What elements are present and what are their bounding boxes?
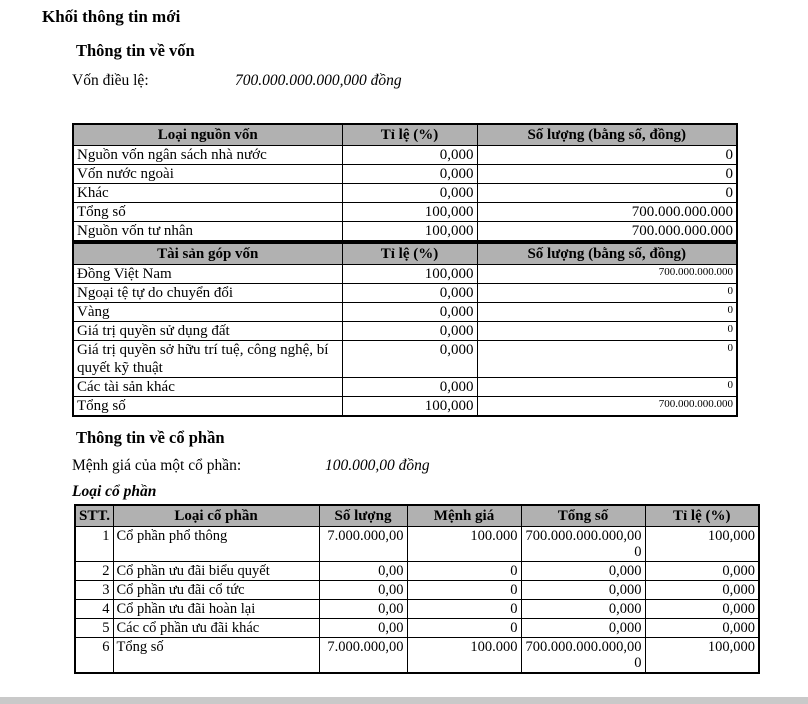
column-header: STT. bbox=[75, 505, 113, 527]
table-header-row bbox=[73, 243, 737, 265]
stt-cell: 4 bbox=[75, 600, 113, 619]
ratio-cell: 0,000 bbox=[342, 146, 477, 165]
column-header: Tỉ lệ (%) bbox=[342, 124, 477, 146]
page-edge-strip bbox=[0, 697, 808, 704]
par-cell: 0 bbox=[407, 581, 521, 600]
ratio-cell: 100,000 bbox=[645, 527, 759, 562]
table-row bbox=[73, 341, 737, 378]
quantity-cell: 0,00 bbox=[319, 562, 407, 581]
ratio-cell: 100,000 bbox=[645, 638, 759, 674]
ratio-cell: 100,000 bbox=[342, 397, 477, 417]
par-value-label: Mệnh giá của một cổ phần: bbox=[72, 457, 242, 474]
total-cell: 0,000 bbox=[521, 600, 645, 619]
table-header-row bbox=[73, 124, 737, 146]
par-cell: 100.000 bbox=[407, 527, 521, 562]
ratio-cell: 0,000 bbox=[342, 184, 477, 203]
ratio-cell: 0,000 bbox=[342, 303, 477, 322]
quantity-cell: 0,00 bbox=[319, 600, 407, 619]
share-type-subheading: Loại cổ phần bbox=[72, 483, 157, 500]
ratio-cell: 100,000 bbox=[342, 265, 477, 284]
par-cell: 0 bbox=[407, 600, 521, 619]
table-row bbox=[75, 600, 759, 619]
table-row bbox=[73, 397, 737, 417]
capital-section-heading: Thông tin về vốn bbox=[76, 41, 195, 60]
table-row bbox=[73, 222, 737, 242]
label-cell: Nguồn vốn ngân sách nhà nước bbox=[73, 146, 342, 165]
table-row bbox=[73, 203, 737, 222]
total-cell: 700.000.000.000,000 bbox=[521, 527, 645, 562]
table-header-row bbox=[75, 505, 759, 527]
table-row bbox=[73, 303, 737, 322]
ratio-cell: 0,000 bbox=[342, 284, 477, 303]
label-cell: Khác bbox=[73, 184, 342, 203]
total-cell: 0,000 bbox=[521, 619, 645, 638]
label-cell: Cổ phần ưu đãi hoàn lại bbox=[113, 600, 319, 619]
label-cell: Tổng số bbox=[73, 203, 342, 222]
quantity-cell: 7.000.000,00 bbox=[319, 638, 407, 674]
ratio-cell: 100,000 bbox=[342, 222, 477, 242]
stt-cell: 5 bbox=[75, 619, 113, 638]
amount-cell: 0 bbox=[477, 322, 737, 341]
total-cell: 0,000 bbox=[521, 581, 645, 600]
table-row bbox=[75, 581, 759, 600]
column-header: Tổng số bbox=[521, 505, 645, 527]
charter-capital-line bbox=[72, 70, 808, 91]
amount-cell: 700.000.000.000 bbox=[477, 265, 737, 284]
amount-cell: 700.000.000.000 bbox=[477, 203, 737, 222]
table-row bbox=[75, 562, 759, 581]
label-cell: Các cổ phần ưu đãi khác bbox=[113, 619, 319, 638]
stt-cell: 1 bbox=[75, 527, 113, 562]
ratio-cell: 0,000 bbox=[645, 619, 759, 638]
column-header: Loại cổ phần bbox=[113, 505, 319, 527]
amount-cell: 0 bbox=[477, 165, 737, 184]
amount-cell: 0 bbox=[477, 184, 737, 203]
ratio-cell: 0,000 bbox=[342, 165, 477, 184]
total-cell: 0,000 bbox=[521, 562, 645, 581]
stt-cell: 2 bbox=[75, 562, 113, 581]
par-cell: 0 bbox=[407, 562, 521, 581]
asset-contribution-table bbox=[72, 242, 738, 417]
par-value-line bbox=[72, 455, 808, 476]
table-row bbox=[73, 184, 737, 203]
stt-cell: 3 bbox=[75, 581, 113, 600]
label-cell: Giá trị quyền sử dụng đất bbox=[73, 322, 342, 341]
share-section-heading: Thông tin về cổ phần bbox=[76, 428, 225, 447]
label-cell: Giá trị quyền sở hữu trí tuệ, công nghệ, bí quyết kỹ thuật bbox=[73, 341, 342, 378]
amount-cell: 0 bbox=[477, 378, 737, 397]
share-type-table bbox=[74, 504, 760, 674]
amount-cell: 0 bbox=[477, 146, 737, 165]
table-row bbox=[75, 638, 759, 674]
quantity-cell: 7.000.000,00 bbox=[319, 527, 407, 562]
label-cell: Các tài sản khác bbox=[73, 378, 342, 397]
ratio-cell: 0,000 bbox=[645, 581, 759, 600]
column-header: Mệnh giá bbox=[407, 505, 521, 527]
table-row bbox=[73, 322, 737, 341]
table-row bbox=[73, 146, 737, 165]
ratio-cell: 0,000 bbox=[645, 600, 759, 619]
table-row bbox=[75, 527, 759, 562]
table-row bbox=[73, 165, 737, 184]
total-cell: 700.000.000.000,000 bbox=[521, 638, 645, 674]
label-cell: Nguồn vốn tư nhân bbox=[73, 222, 342, 242]
label-cell: Tổng số bbox=[113, 638, 319, 674]
ratio-cell: 0,000 bbox=[342, 378, 477, 397]
label-cell: Tổng số bbox=[73, 397, 342, 417]
amount-cell: 700.000.000.000 bbox=[477, 397, 737, 417]
label-cell: Vốn nước ngoài bbox=[73, 165, 342, 184]
table-row bbox=[73, 284, 737, 303]
label-cell: Cổ phần phổ thông bbox=[113, 527, 319, 562]
charter-capital-label: Vốn điều lệ: bbox=[72, 72, 149, 89]
label-cell: Vàng bbox=[73, 303, 342, 322]
quantity-cell: 0,00 bbox=[319, 619, 407, 638]
label-cell: Cổ phần ưu đãi biểu quyết bbox=[113, 562, 319, 581]
amount-cell: 0 bbox=[477, 341, 737, 378]
column-header: Tài sản góp vốn bbox=[73, 243, 342, 265]
label-cell: Cổ phần ưu đãi cổ tức bbox=[113, 581, 319, 600]
capital-source-table bbox=[72, 123, 738, 242]
amount-cell: 700.000.000.000 bbox=[477, 222, 737, 242]
column-header: Số lượng (bằng số, đồng) bbox=[477, 243, 737, 265]
column-header: Loại nguồn vốn bbox=[73, 124, 342, 146]
amount-cell: 0 bbox=[477, 284, 737, 303]
column-header: Tỉ lệ (%) bbox=[645, 505, 759, 527]
ratio-cell: 100,000 bbox=[342, 203, 477, 222]
par-cell: 100.000 bbox=[407, 638, 521, 674]
table-row bbox=[73, 378, 737, 397]
table-row bbox=[75, 619, 759, 638]
table-row bbox=[73, 265, 737, 284]
label-cell: Ngoại tệ tự do chuyển đổi bbox=[73, 284, 342, 303]
stt-cell: 6 bbox=[75, 638, 113, 674]
quantity-cell: 0,00 bbox=[319, 581, 407, 600]
par-value-value: 100.000,00 đồng bbox=[325, 457, 430, 474]
ratio-cell: 0,000 bbox=[645, 562, 759, 581]
par-cell: 0 bbox=[407, 619, 521, 638]
charter-capital-value: 700.000.000.000,000 đồng bbox=[235, 72, 402, 89]
column-header: Số lượng (bằng số, đồng) bbox=[477, 124, 737, 146]
column-header: Số lượng bbox=[319, 505, 407, 527]
ratio-cell: 0,000 bbox=[342, 341, 477, 378]
column-header: Tỉ lệ (%) bbox=[342, 243, 477, 265]
label-cell: Đồng Việt Nam bbox=[73, 265, 342, 284]
ratio-cell: 0,000 bbox=[342, 322, 477, 341]
page-title: Khối thông tin mới bbox=[42, 7, 181, 26]
amount-cell: 0 bbox=[477, 303, 737, 322]
